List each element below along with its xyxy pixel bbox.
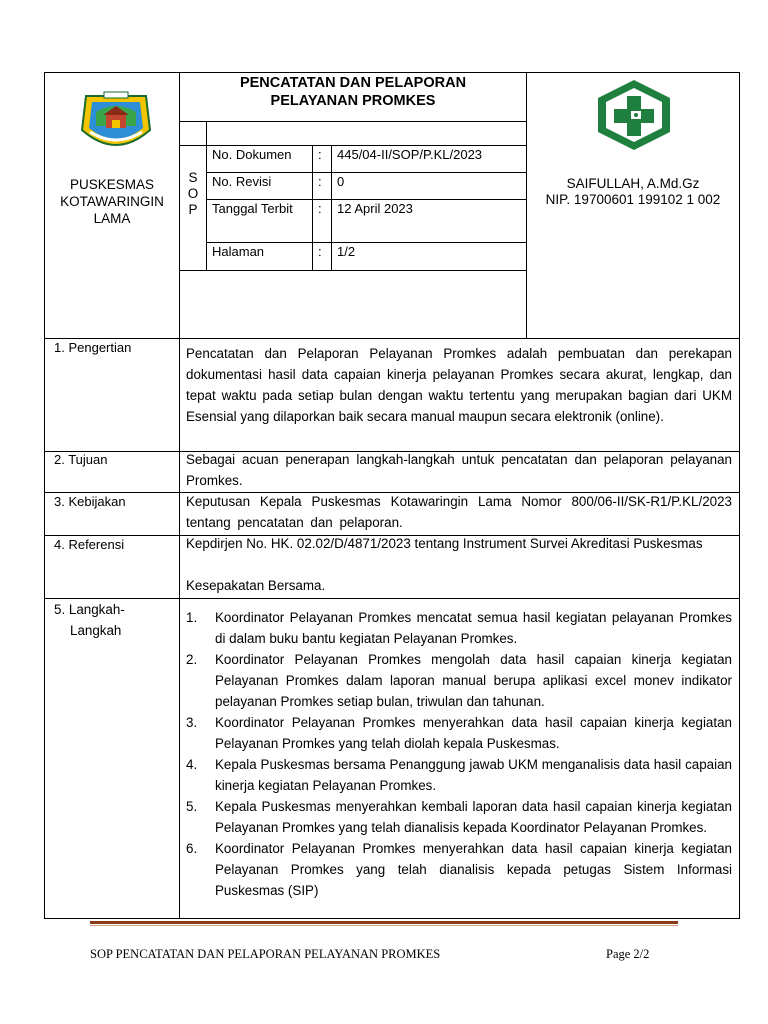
- step-text: Koordinator Pelayanan Promkes menyerahkan data hasil capaian kinerja kegiatan Pelayanan Promkes yang telah diolah kepala Puskesmas.: [215, 715, 732, 751]
- step-number: 4.: [186, 757, 198, 772]
- signer-block: [527, 176, 739, 208]
- section-divider: [44, 598, 740, 599]
- sop-letter: P: [188, 202, 198, 217]
- page-label: Halaman: [212, 244, 265, 259]
- info-separator: :: [318, 244, 322, 259]
- org-name-line: LAMA: [93, 211, 131, 226]
- table-border-bottom: [44, 918, 740, 919]
- list-item: [186, 838, 732, 901]
- header-bottom-border: [44, 338, 740, 339]
- info-row-line: [206, 172, 526, 173]
- section-text-kebijakan: Keputusan Kepala Puskesmas Kotawaringin Lama Nomor 800/06-II/SK-R1/P.KL/2023 tentang pencatatan dan pelaporan.: [186, 494, 732, 530]
- puskesmas-logo: [594, 78, 674, 150]
- info-row-line: [179, 145, 526, 146]
- doc-number-label: No. Dokumen: [212, 147, 292, 162]
- org-name: [45, 176, 179, 227]
- info-col-line: [331, 145, 332, 270]
- steps-list: [186, 607, 732, 901]
- info-row-line: [206, 242, 526, 243]
- sop-letter: S: [188, 170, 198, 185]
- sop-label: [180, 170, 206, 218]
- step-text: Koordinator Pelayanan Promkes mencatat semua hasil kegiatan pelayanan Promkes di dalam buku bantu kegiatan Pelayanan Promkes.: [215, 610, 732, 646]
- step-number: 6.: [186, 841, 198, 856]
- list-item: [186, 754, 732, 796]
- footer-title: SOP PENCATATAN DAN PELAPORAN PELAYANAN PROMKES: [90, 947, 441, 961]
- footer-page: Page 2/2: [606, 947, 650, 961]
- table-border-top: [44, 72, 740, 73]
- page-title: [180, 74, 526, 110]
- signer-nip: NIP. 19700601 199102 1 002: [545, 192, 721, 207]
- step-text: Kepala Puskesmas menyerahkan kembali laporan data hasil capaian kinerja kegiatan Pelayanan Promkes yang telah dianalisis kepada Koordinator Pelayanan Promkes.: [215, 799, 732, 835]
- step-text: Koordinator Pelayanan Promkes mengolah data hasil capaian kinerja kegiatan Pelayanan Promkes dalam laporan manual berupa aplikasi excel monev indikator pelayanan Promkes setiap bulan, triwulan dan tahunan.: [215, 652, 732, 709]
- footer-rule: [90, 921, 678, 924]
- org-name-line: KOTAWARINGIN: [60, 194, 164, 209]
- step-text: Kepala Puskesmas bersama Penanggung jawab UKM menganalisis data hasil capaian kinerja kegiatan Pelayanan Promkes.: [215, 757, 732, 793]
- info-row-line: [206, 199, 526, 200]
- title-line: PENCATATAN DAN PELAPORAN: [239, 75, 467, 91]
- section-label-langkah: [54, 599, 125, 641]
- list-item: [186, 796, 732, 838]
- info-separator: :: [318, 201, 322, 216]
- signer-name: SAIFULLAH, A.Md.Gz: [566, 176, 700, 191]
- title-line: PELAYANAN PROMKES: [270, 93, 436, 109]
- section-label-kebijakan: 3. Kebijakan: [54, 494, 126, 509]
- page-value: 1/2: [337, 244, 356, 259]
- step-number: 2.: [186, 652, 198, 667]
- section-text-pengertian: Pencatatan dan Pelaporan Pelayanan Promkes adalah pembuatan dan perekapan dokumentasi hasil data capaian kinerja pelayanan Promkes secara akurat, lengkap, dan tepat waktu pada setiap bulan dengan waktu tertentu yang merupakan bagian dari UKM Esensial yang dilaporkan baik secara manual maupun secara elektronik (online).: [186, 346, 732, 424]
- regency-logo: [76, 90, 156, 158]
- table-border-right: [739, 72, 740, 919]
- footer-rule-shadow: [90, 925, 678, 926]
- step-number: 1.: [186, 610, 198, 625]
- section-text-referensi-2: Kesepakatan Bersama.: [186, 578, 326, 593]
- doc-number-value: 445/04-II/SOP/P.KL/2023: [337, 147, 483, 162]
- org-name-line: PUSKESMAS: [69, 177, 155, 192]
- label-line: Langkah: [70, 623, 122, 638]
- list-item: [186, 712, 732, 754]
- title-bottom-border: [179, 121, 526, 122]
- section-text-tujuan: Sebagai acuan penerapan langkah-langkah untuk pencatatan dan pelaporan pelayanan Promkes.: [186, 452, 732, 488]
- step-number: 5.: [186, 799, 198, 814]
- info-separator: :: [318, 147, 322, 162]
- step-number: 3.: [186, 715, 198, 730]
- step-text: Koordinator Pelayanan Promkes menyerahkan data hasil capaian kinerja kegiatan Pelayanan Promkes yang telah dianalisis kepada petugas Sistem Informasi Puskesmas (SIP): [215, 841, 732, 898]
- info-col-line: [206, 121, 207, 270]
- list-item: [186, 607, 732, 649]
- sop-letter: O: [187, 186, 199, 201]
- section-text-referensi: Kepdirjen No. HK. 02.02/D/4871/2023 tentang Instrument Survei Akreditasi Puskesmas: [186, 536, 703, 551]
- revision-value: 0: [337, 174, 345, 189]
- section-label-tujuan: 2. Tujuan: [54, 452, 108, 467]
- list-item: [186, 649, 732, 712]
- info-col-line: [312, 145, 313, 270]
- section-label-pengertian: 1. Pengertian: [54, 340, 132, 355]
- issue-date-value: 12 April 2023: [337, 201, 413, 216]
- info-row-line: [179, 270, 526, 271]
- revision-label: No. Revisi: [212, 174, 272, 189]
- info-separator: :: [318, 174, 322, 189]
- section-label-referensi: 4. Referensi: [54, 537, 125, 552]
- label-line: 5. Langkah-: [54, 602, 125, 617]
- issue-date-label: Tanggal Terbit: [212, 201, 293, 216]
